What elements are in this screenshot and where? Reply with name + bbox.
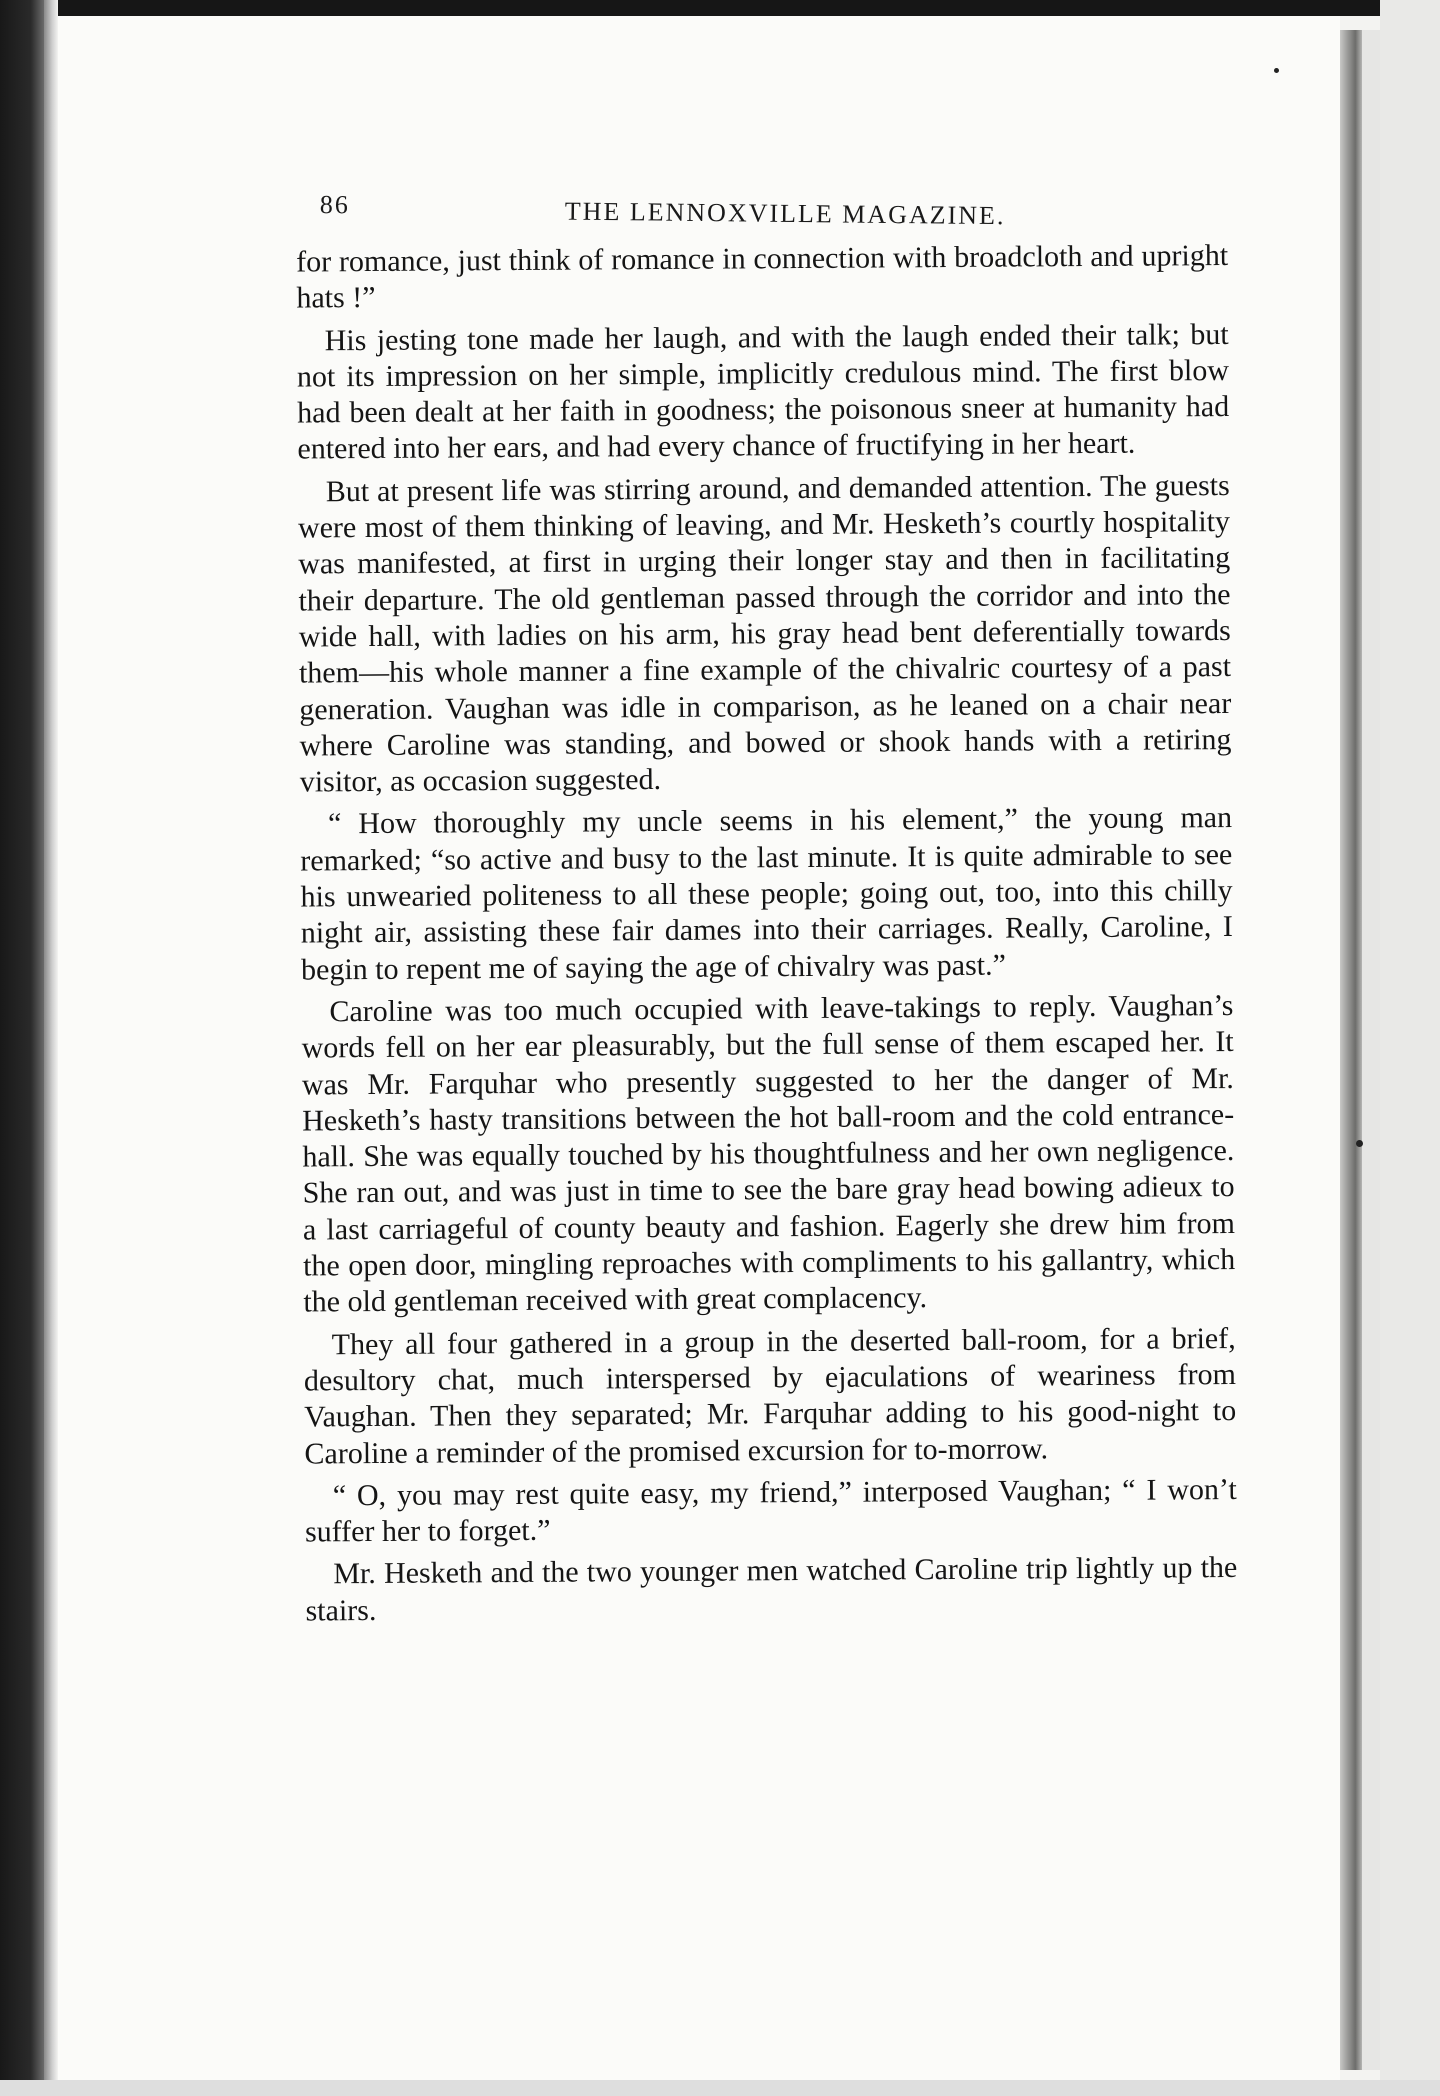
page-right-edge-shadow xyxy=(1340,30,1362,2070)
underlying-page-edge xyxy=(1362,30,1380,2070)
paragraph: “ O, you may rest quite easy, my friend,” interposed Vaughan; “ I won’t suffer her to forget.” xyxy=(304,1472,1237,1549)
paragraph: But at present life was stirring around, and demanded attention. The guests were most of them thinking of leaving, and Mr. Hesketh’s courtly hospitality was manifested, at first in urging their longer stay and then in facilitating their departure. The old gentleman passed through the corridor and into the wide hall, with ladies on his arm, his gray head bent deferentially towards them—his whole manner a fine example of the chivalric courtesy of a past generation. Vaughan was idle in comparison, as he leaned on a chair near where Caroline was standing, and bowed or shook hands with a retiring visitor, as occasion suggested. xyxy=(297,468,1232,799)
paragraph: for romance, just think of romance in connection with broadcloth and upright hats !” xyxy=(296,238,1229,315)
scan-bottom-border xyxy=(0,2080,1440,2096)
dust-speck xyxy=(1356,1140,1363,1147)
magazine-title: THE LENNOXVILLE MAGAZINE. xyxy=(564,196,1006,231)
scan-left-border xyxy=(0,0,44,2096)
scan-right-margin xyxy=(1380,0,1440,2096)
page-left-edge xyxy=(44,0,58,2096)
body-text xyxy=(296,238,1238,1635)
paragraph: “ How thoroughly my uncle seems in his element,” the young man remarked; “so active and busy to the last minute. It is quite admirable to see his unwearied politeness to all these people; going out, too, into this chilly night air, assisting these fair dames into their carriages. Really, Caroline, I begin to repent me of saying the age of chivalry was past.” xyxy=(300,801,1233,987)
paragraph: His jesting tone made her laugh, and with the laugh ended their talk; but not its impression on her simple, implicitly credulous mind. The first blow had been dealt at her faith in goodness; the poisonous sneer at humanity had entered into her ears, and had every chance of fructifying in her heart. xyxy=(296,317,1230,466)
paragraph: Caroline was too much occupied with leave-takings to reply. Vaughan’s words fell on her ear pleasurably, but the full sense of them escaped her. It was Mr. Farquhar who presently suggested to her the danger of Mr. Hesketh’s hasty transitions between the hot ball-room and the cold entrance-hall. She was equally touched by his thoughtfulness and her own negligence. She ran out, and was just in time to see the bare gray head bowing adieux to a last carriageful of county beauty and fashion. Eagerly she drew him from the open door, mingling reproaches with compliments to his gallantry, which the old gentleman received with great complacency. xyxy=(301,988,1236,1319)
page-number: 86 xyxy=(319,190,350,220)
paragraph: Mr. Hesketh and the two younger men watched Caroline trip lightly up the stairs. xyxy=(305,1551,1238,1628)
scan-top-border xyxy=(0,0,1440,16)
paragraph: They all four gathered in a group in the deserted ball-room, for a brief, desultory chat, much interspersed by ejaculations of weariness from Vaughan. Then they separated; Mr. Farquhar adding to his good-night to Caroline a reminder of the promised excursion for to-morrow. xyxy=(303,1321,1237,1470)
dust-speck xyxy=(1274,68,1279,73)
